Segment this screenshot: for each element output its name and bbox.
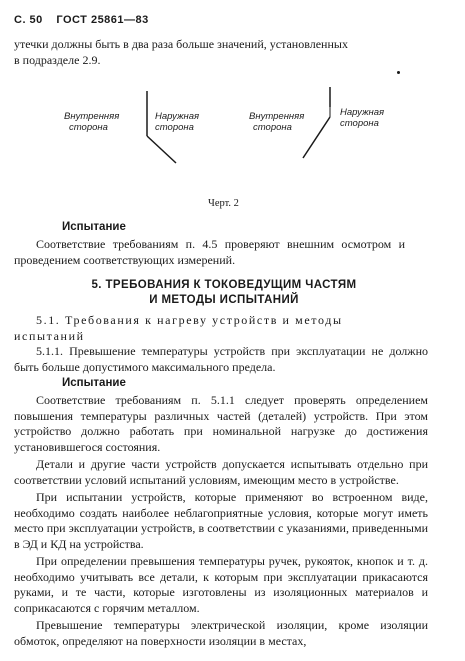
test-2-paragraph-2: Детали и другие части устройств допускается испытывать отдельно при соответствии условий испытаний условиям, имеющим место в устройстве. <box>14 457 428 487</box>
left-wall-bent <box>147 136 176 163</box>
intro-line-2: в подразделе 2.9. <box>14 52 101 67</box>
ink-dot <box>397 71 400 74</box>
test-2-paragraph-3: При испытании устройств, которые применяют во встроенном виде, необходимо создать наиболее неблагоприятные условия, которые могут иметь место при эксплуатации устройств, в соответствии с указаниями, приведенными в ЭД и КД на устройства. <box>14 490 428 551</box>
figure-caption: Черт. 2 <box>208 198 239 209</box>
test-2-paragraph-1: Соответствие требованиям п. 5.1.1 следует проверять определением повышения температуры различных частей (деталей) устройств. При этом устройство должно работать при номинальной нагрузке до достижения установившегося состояния. <box>14 393 428 454</box>
intro-paragraph <box>14 37 392 68</box>
test-2-body <box>14 393 428 649</box>
figure-2 <box>0 85 465 185</box>
clause-5-1: 5.1. Требования к нагреву устройств и методы испытаний <box>14 313 343 343</box>
page-header <box>14 14 159 26</box>
right-inner-label: Внутренняя сторона <box>249 111 305 133</box>
test-heading-1: Испытание <box>62 221 126 233</box>
left-outer-label: Наружная сторона <box>155 111 200 133</box>
figure-drawing <box>0 85 465 185</box>
test-2-paragraph-5: Превышение температуры электрической изоляции, кроме изоляции обмоток, определяют на поверхности изоляции в местах, <box>14 618 428 648</box>
test-heading-2: Испытание <box>62 377 126 389</box>
page-number: С. 50 <box>14 14 43 26</box>
test-paragraph-1: Соответствие требованиям п. 4.5 проверяют внешним осмотром и проведением соответствующих измерений. <box>14 237 405 267</box>
section-5-title: 5. ТРЕБОВАНИЯ К ТОКОВЕДУЩИМ ЧАСТЯМ И МЕТОДЫ ИСПЫТАНИЙ <box>91 279 357 306</box>
clause-5-1-1: 5.1.1. Превышение температуры устройств при эксплуатации не должно быть больше допустимого максимального предела. <box>14 344 428 374</box>
test-2-paragraph-4: При определении превышения температуры ручек, рукояток, кнопок и т. д. необходимо учитывать все детали, к которым при эксплуатации прикасаются руками, и те части, которые изготовлены из изоляционных материалов и соприкасаются с горячим металлом. <box>14 554 428 615</box>
right-wall-bent <box>303 117 330 158</box>
standard-number: ГОСТ 25861—83 <box>56 14 149 26</box>
right-outer-label: Наружная сторона <box>340 107 385 129</box>
left-inner-label: Внутренняя сторона <box>64 111 120 133</box>
intro-line-1: утечки должны быть в два раза больше значений, установленных <box>14 37 348 51</box>
